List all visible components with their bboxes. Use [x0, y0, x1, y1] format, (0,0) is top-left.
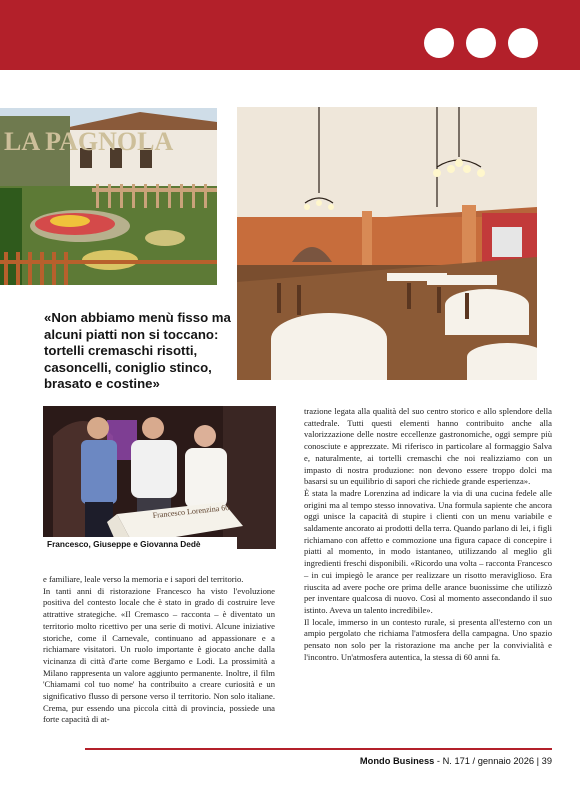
decorative-dot [508, 28, 538, 58]
issue-info: - N. 171 / gennaio 2026 | 39 [434, 756, 552, 766]
paragraph: In tanti anni di ristorazione Francesco ha visto l'evoluzione positiva del contesto locale che è stato in grado di costruire leve attrattive strategiche. «Il Cremasco – racconta – è diventato un territorio molto ricettivo per una serie di motivi. Alcune iniziative storiche, come il Carnevale, continuano ad appassionare e a richiamare visitatori. Un ruolo importante è giocato anche dalla vicinanza di città d'arte come Bergamo e Lodi. La prossimità a Milano rappresenta un valore aggiunto permanente. Inoltre, il film 'Chiamami col tuo nome' ha contribuito a creare curiosità e un significativo flusso di persone verso il territorio. Non solo italiane. Crema, pur essendo una piccola città di provincia, possiede una forte capacità di at- [43, 585, 275, 725]
exterior-photo [0, 108, 217, 285]
paragraph: Il locale, immerso in un contesto rurale, si presenta all'esterno con un ampio pergolato che richiama l'atmosfera della campagna. Uno spazio pensato non solo per la ristorazione ma anche per la convivialità e l'incontro. Un'atmosfera autentica, la stessa di 60 anni fa. [304, 616, 552, 662]
footer-rule [85, 748, 552, 750]
sign-text: LA PAGNOLA [4, 127, 174, 156]
paragraph: e familiare, leale verso la memoria e i sapori del territorio. [43, 574, 244, 584]
photo-caption: Francesco, Giuseppe e Giovanna Dedè [43, 537, 237, 551]
body-column-left [43, 574, 275, 726]
paragraph: È stata la madre Lorenzina ad indicare la via di una cucina fedele alle origini ma al tempo stesso innovativa. Una formula sapiente che ancora oggi unisce la capacità di stupire i clienti con un menu variabile e saldamente ancorato ai prodotti della terra. Quando parlano di lei, i figli richiamano con affetto e commozione una figura capace di concepire i piatti al momento, in modo istantaneo, utilizzando al meglio gli ingredienti freschi disponibili. «Ricordo una volta – racconta Francesco – in cui impiegò le arance per realizzare un risotto meraviglioso. Era riuscita ad avere poche ore prima delle arance buonissime che utilizzò per inventare qualcosa di nuovo. Così al momento assecondando il suo istinto. Aveva un talento incredibile». [304, 487, 552, 615]
dining-hall-photo [237, 107, 537, 380]
decorative-dot [466, 28, 496, 58]
page-footer [360, 756, 552, 766]
paragraph: trazione legata alla qualità del suo centro storico e allo splendore della cattedrale. Tutti questi elementi hanno contribuito anche alla valorizzazione delle nostre eccellenze gastronomiche, oggi sempre più conosciute e apprezzate. Mi riferisco in particolare al formaggio Salva e, naturalmente, ai tortelli cremaschi che noi realizziamo con un impasto di nostra produzione: non devono essere troppo dolci ma basarsi su un equilibrio di sapori che richiede grande esperienza». [304, 406, 552, 487]
body-column-right [304, 406, 552, 663]
header-bar [0, 0, 580, 70]
cake-text: Francesco Lorenzina 60 [152, 503, 230, 520]
magazine-name: Mondo Business [359, 756, 435, 766]
pull-quote: «Non abbiamo menù fisso ma alcuni piatti non si toccano: tortelli cremaschi risotti, casoncelli, coniglio stinco, brasato e costine» [44, 310, 231, 392]
decorative-dot [424, 28, 454, 58]
owners-photo [43, 406, 276, 549]
